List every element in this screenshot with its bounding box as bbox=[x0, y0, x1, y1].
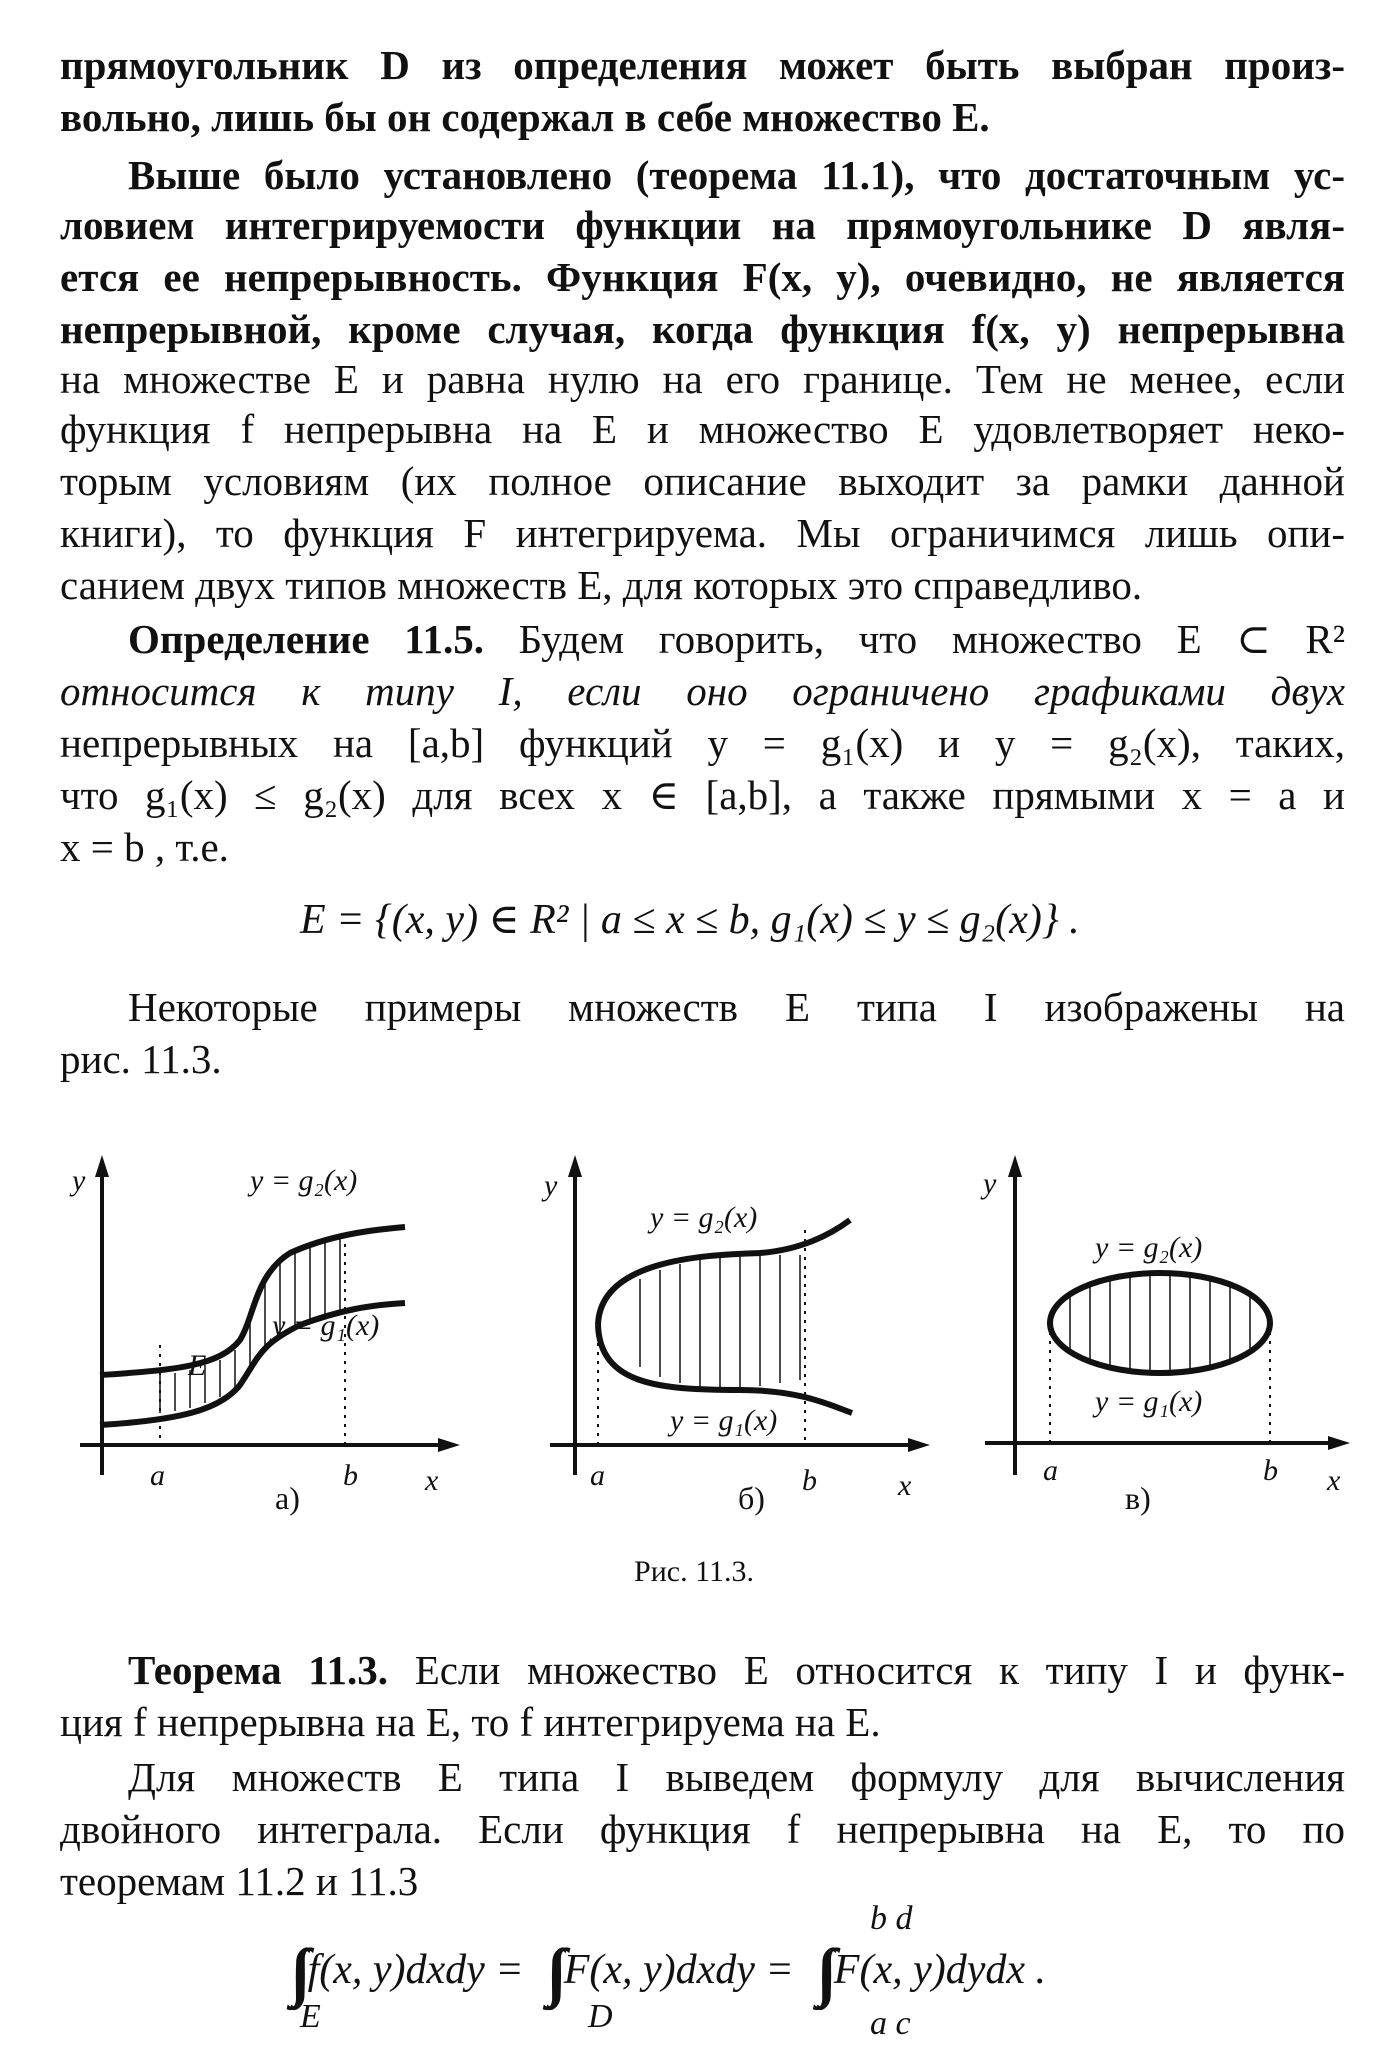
figure-panel-b bbox=[520, 1135, 950, 1515]
text-line: что g₁(x) ≤ g₂(x) для всех x ∈ [a,b], а также прямыми x = a и bbox=[60, 772, 1345, 818]
set-formula: E = {(x, y) ∈ R² | a ≤ x ≤ b, g₁(x) ≤ y ≤ g₂(x)} . bbox=[300, 897, 1080, 943]
text-line: прямоугольник D из определения может быть выбран произ- bbox=[60, 42, 1345, 88]
upper-curve bbox=[598, 1220, 850, 1325]
figure-panel-a bbox=[60, 1135, 480, 1515]
a-label: a bbox=[1043, 1454, 1058, 1487]
y-label: y bbox=[72, 1164, 86, 1197]
g2-label: y = g₂(x) bbox=[250, 1164, 358, 1197]
hatching bbox=[640, 1255, 800, 1388]
text-line: книги), то функция F интегрируема. Мы ограничимся лишь опи- bbox=[60, 510, 1345, 556]
x-label: x bbox=[898, 1469, 912, 1502]
definition-term: относится к типу I, если оно ограничено графиками двух bbox=[60, 668, 1345, 714]
text-line: торым условиям (их полное описание выходит за рамки данной bbox=[60, 458, 1345, 504]
x-label: x bbox=[425, 1464, 439, 1497]
x-axis-arrow bbox=[908, 1438, 930, 1452]
g1-label: y = g₁(x) bbox=[1095, 1385, 1203, 1418]
text-line: теоремам 11.2 и 11.3 bbox=[60, 1858, 419, 1904]
g1-label: y = g₁(x) bbox=[272, 1309, 380, 1342]
ellipse-boundary bbox=[1050, 1273, 1270, 1373]
b-label: b bbox=[1263, 1454, 1278, 1487]
iterated-integral-sign: ∫∫ bbox=[816, 1936, 824, 2007]
text-line: вольно, лишь бы он содержал в себе множество E. bbox=[60, 94, 990, 140]
text-line bbox=[60, 666, 1345, 716]
double-integral-sign: ∫∫ bbox=[290, 1936, 298, 2007]
hatching bbox=[1070, 1273, 1250, 1373]
upper-curve bbox=[100, 1227, 405, 1375]
x-label: x bbox=[1327, 1464, 1341, 1497]
y-label: y bbox=[983, 1167, 997, 1200]
a-label: a bbox=[150, 1459, 165, 1492]
definition-first-line bbox=[128, 614, 1345, 664]
text-line: рис. 11.3. bbox=[60, 1036, 222, 1082]
theorem-title: Теорема 11.3. bbox=[128, 1647, 389, 1693]
text-line: Для множеств E типа I выведем формулу для вычисления bbox=[128, 1754, 1345, 1800]
integral-part-2: F(x, y)dxdy = bbox=[563, 1947, 794, 1993]
text-line: непрерывной, кроме случая, когда функция f(x, y) непрерывна bbox=[60, 306, 1345, 352]
text-line: функция f непрерывна на E и множество E удовлетворяет неко- bbox=[60, 406, 1345, 452]
integral-part-1: f(x, y)dxdy = bbox=[307, 1947, 524, 1993]
definition-title: Определение 11.5. bbox=[128, 616, 484, 662]
y-axis-arrow bbox=[568, 1155, 582, 1177]
g2-label: y = g₂(x) bbox=[650, 1201, 758, 1234]
text-line: x = b , т.е. bbox=[60, 824, 229, 870]
text-line: санием двух типов множеств E, для которых это справедливо. bbox=[60, 562, 1143, 608]
theorem-text: Если множество E относится к типу I и функ- bbox=[414, 1647, 1345, 1693]
E-label: E bbox=[188, 1349, 207, 1382]
text-line: двойного интеграла. Если функция f непрерывна на E, то по bbox=[60, 1806, 1345, 1852]
text-line: Некоторые примеры множеств E типа I изображены на bbox=[128, 984, 1345, 1030]
b-label: b bbox=[343, 1459, 358, 1492]
panel-label-c: в) bbox=[1125, 1480, 1151, 1516]
panel-label-a: а) bbox=[275, 1480, 300, 1516]
definition-text: Будем говорить, что множество E ⊂ R² bbox=[518, 616, 1345, 662]
upper-limits: b d bbox=[870, 1900, 913, 1937]
integral-part-3: F(x, y)dydx . bbox=[833, 1947, 1046, 1993]
figure-panel-c bbox=[965, 1135, 1365, 1515]
lower-limits: a c bbox=[870, 2005, 911, 2042]
y-axis-arrow bbox=[95, 1155, 109, 1177]
x-axis-arrow bbox=[1328, 1436, 1350, 1450]
x-axis-arrow bbox=[438, 1438, 460, 1452]
text-line: Выше было установлено (теорема 11.1), что достаточным ус- bbox=[128, 152, 1345, 198]
text-line: ловием интегрируемости функции на прямоугольнике D явля- bbox=[60, 202, 1345, 248]
subscript-E: E bbox=[300, 1998, 321, 2035]
text-line: на множестве E и равна нулю на его границе. Тем не менее, если bbox=[60, 356, 1345, 402]
panel-label-b: б) bbox=[738, 1480, 765, 1516]
theorem-first-line bbox=[128, 1645, 1345, 1695]
a-label: a bbox=[590, 1459, 605, 1492]
g2-label: y = g₂(x) bbox=[1095, 1231, 1203, 1264]
text-line: непрерывных на [a,b] функций y = g₁(x) и y = g₂(x), таких, bbox=[60, 720, 1345, 766]
text-line: ция f непрерывна на E, то f интегрируема на E. bbox=[60, 1699, 881, 1745]
subscript-D: D bbox=[588, 1998, 613, 2035]
y-axis-arrow bbox=[1008, 1155, 1022, 1177]
figure-caption: Рис. 11.3. bbox=[634, 1555, 754, 1588]
lower-curve bbox=[598, 1325, 852, 1413]
y-label: y bbox=[544, 1169, 558, 1202]
double-integral-formula bbox=[290, 1936, 1046, 2007]
text-line: ется ее непрерывность. Функция F(x, y), очевидно, не является bbox=[60, 254, 1345, 300]
g1-label: y = g₁(x) bbox=[670, 1404, 778, 1437]
double-integral-sign: ∫∫ bbox=[546, 1936, 554, 2007]
b-label: b bbox=[802, 1464, 817, 1497]
